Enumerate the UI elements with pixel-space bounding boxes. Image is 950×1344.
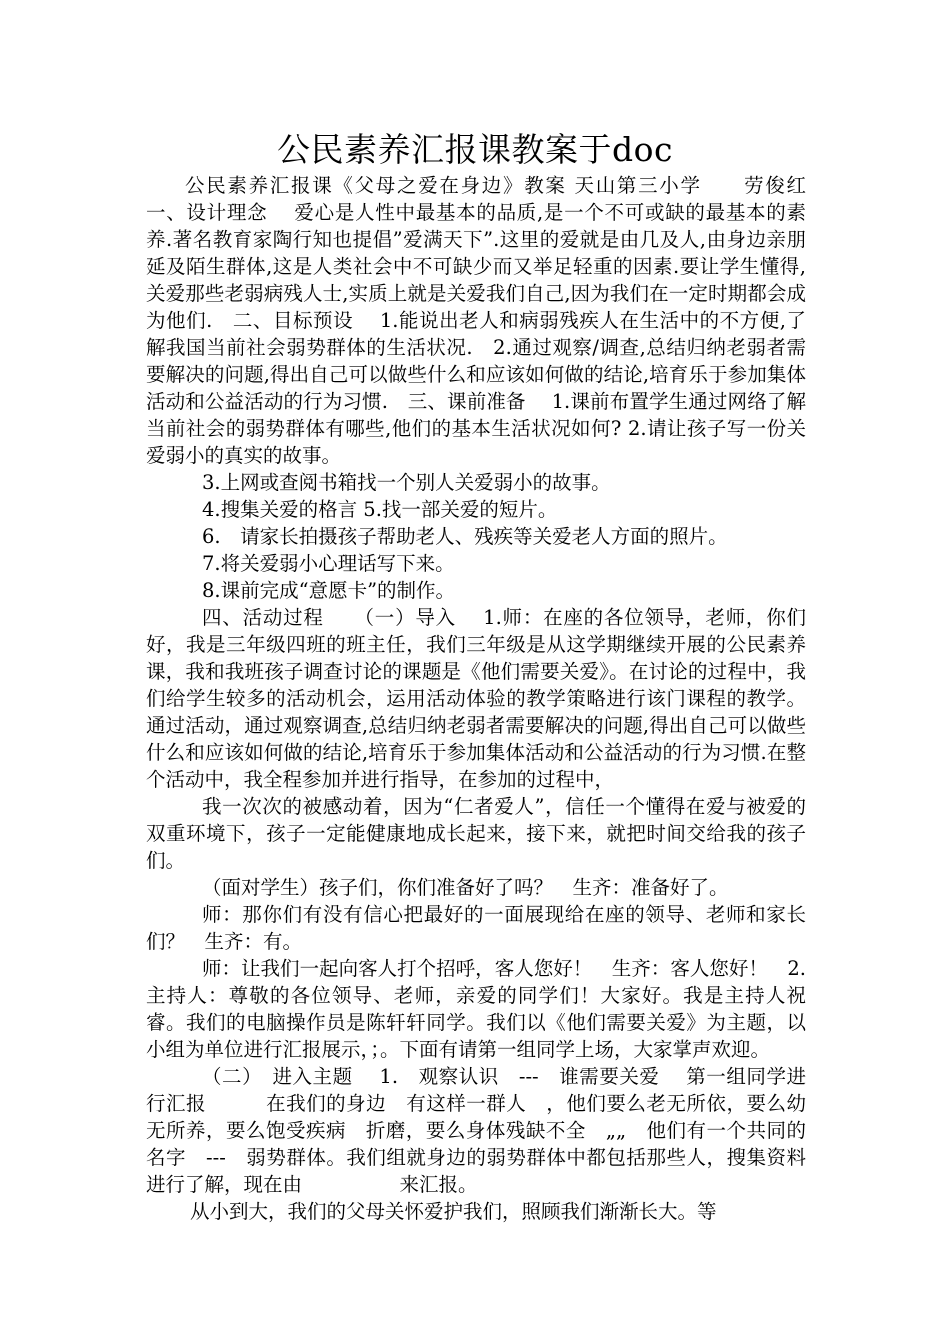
paragraph-prep-3: 3.上网或查阅书箱找一个别人关爱弱小的故事。: [202, 471, 611, 494]
paragraph-prep-6: 6. 请家长拍摄孩子帮助老人、残疾等关爱老人方面的照片。: [202, 525, 728, 548]
paragraph-parents: 从小到大，我们的父母关怀爱护我们，照顾我们渐渐长大。等: [190, 1200, 717, 1223]
paragraph-activity: 四、活动过程 （一）导入 1.师：在座的各位领导，老师，你们好，我是三年级四班的班主任，我们三年级是从这学期继续开展的公民素养课，我和我班孩子调查讨论的课题是《他们需要关爱》。在讨论的过程中，我们给学生较多的活动机会，运用活动体验的教学策略进行该门课程的教学。通过活动，通过观察调查,总结归纳老弱者需要解决的问题,得出自己可以做些什么和应该如何做的结论,培育乐于参加集体活动和公益活动的行为习惯.在整个活动中，我全程参加并进行指导，在参加的过程中，: [146, 606, 806, 791]
paragraph-topic: （二） 进入主题 1. 观察认识 --- 谁需要关爱 第一组同学进行汇报 在我们的身边 有这样一群人 ，他们要么老无所依，要么幼无所养，要么饱受疾病 折磨，要么身体残缺不全 „„ 他们有一个共同的名字 --- 弱势群体。我们组就身边的弱势群体中都包括那些人，搜集资料进行了解，现在由 来汇报。: [146, 1065, 806, 1196]
paragraph-intro: 公民素养汇报课《父母之爱在身边》教案 天山第三小学 劳俊红 一、设计理念 爱心是人性中最基本的品质,是一个不可或缺的最基本的素养.著名教育家陶行知也提倡”爱满天下”.这里的爱就是由几及人,由身边亲朋延及陌生群体,这是人类社会中不可缺少而又举足轻重的因素.要让学生懂得,关爱那些老弱病残人士,实质上就是关爱我们自己,因为我们在一定时期都会成为他们. 二、目标预设 1.能说出老人和病弱残疾人在生活中的不方便,了解我国当前社会弱势群体的生活状况. 2.通过观察/调查,总结归纳老弱者需要解决的问题,得出自己可以做些什么和应该如何做的结论,培育乐于参加集体活动和公益活动的行为习惯. 三、课前准备 1.课前布置学生通过网络了解当前社会的弱势群体有哪些,他们的基本生活状况如何? 2.请让孩子写一份关爱弱小的真实的故事。: [146, 174, 826, 467]
document-body: [146, 172, 826, 1225]
paragraph-ready: （面对学生）孩子们，你们准备好了吗？ 生齐：准备好了。: [202, 876, 729, 899]
document-title: 公民素养汇报课教案于doc: [277, 130, 673, 169]
paragraph-moved: 我一次次的被感动着，因为“仁者爱人”，信任一个懂得在爱与被爱的双重环境下，孩子一定能健康地成长起来，接下来，就把时间交给我的孩子们。: [146, 795, 806, 872]
paragraph-prep-7: 7.将关爱弱小心理话写下来。: [202, 552, 455, 575]
paragraph-prep-4: 4.搜集关爱的格言 5.找一部关爱的短片。: [202, 498, 558, 521]
paragraph-confidence: 师：那你们有没有信心把最好的一面展现给在座的领导、老师和家长们？ 生齐：有。: [146, 903, 806, 953]
paragraph-host: 师：让我们一起向客人打个招呼，客人您好！ 生齐：客人您好！ 2.主持人：尊敬的各位领导、老师，亲爱的同学们！大家好。我是主持人祝睿。我们的电脑操作员是陈轩轩同学。我们以《他们需要关爱》为主题，以小组为单位进行汇报展示，；。下面有请第一组同学上场，大家掌声欢迎。: [146, 957, 806, 1061]
paragraph-prep-8: 8.课前完成“意愿卡”的制作。: [202, 579, 456, 602]
